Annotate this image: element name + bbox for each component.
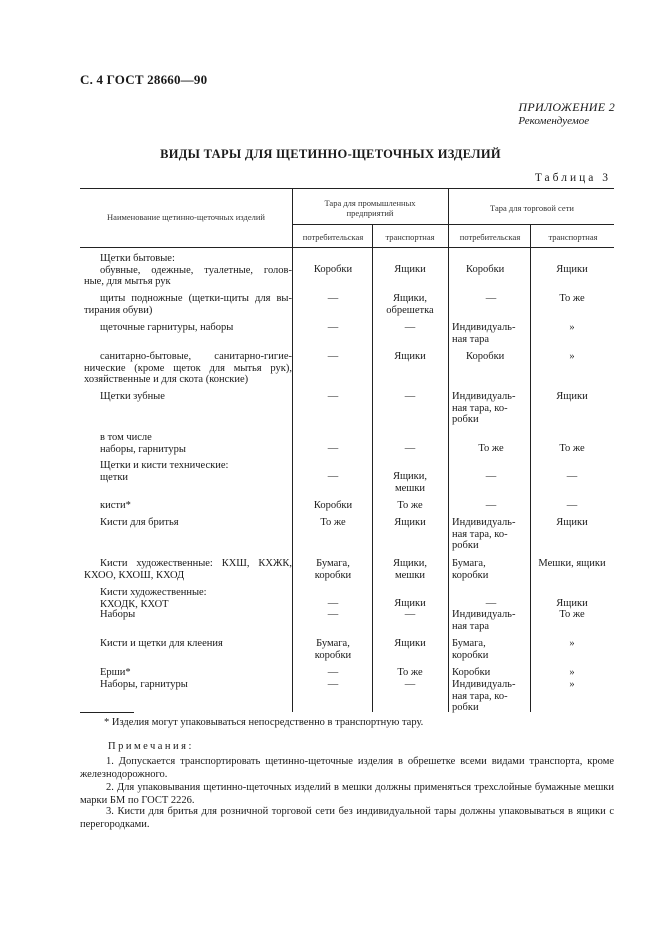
row-gluing-name: Кисти и щетки для клеения [100, 638, 223, 649]
row-art1-transport2: Мешки, ящики [538, 558, 606, 569]
row-floor-transport2: То же [559, 293, 585, 304]
header-transport-1: транспортная [385, 232, 435, 242]
row-tooth-transport2: Ящики [556, 391, 588, 402]
row-tooth-name: Щетки зубные [100, 391, 165, 402]
row-shaving-consumer2: Индивидуаль- ная тара, ко- робки [452, 517, 516, 551]
col-divider-3 [448, 188, 449, 712]
row-household-transport2: Ящики [556, 264, 588, 275]
notes-heading: Примечания: [108, 741, 194, 752]
header-consumer-1: потребительская [302, 232, 364, 242]
row-ruffs-transport2: » [569, 667, 575, 678]
row-shaving-transport1: Ящики [394, 517, 426, 528]
row-tooth-sets-transport2: То же [559, 443, 585, 454]
header-retail: Тара для торговой сети [490, 203, 574, 213]
row-ruff-sets-consumer1: — [327, 679, 339, 690]
row-art1-name: Кисти художественные: КХШ, КХЖК, КХОО, КХОШ, КХОД [84, 558, 292, 581]
row-shaving-transport2: Ящики [556, 517, 588, 528]
row-brushes-consumer1: Коробки [313, 500, 353, 511]
row-brushes-transport2: — [566, 500, 578, 511]
row-household-consumer1: Коробки [313, 264, 353, 275]
row-technical-consumer1: — [327, 471, 339, 482]
header-consumer-2: потребительская [459, 232, 521, 242]
row-art-sets-consumer1: — [327, 609, 339, 620]
row-ruff-sets-name: Наборы, гарнитуры [100, 679, 188, 690]
header-name: Наименование щетинно-щеточных изделий [107, 212, 265, 222]
row-brushes-name: кисти* [100, 500, 131, 511]
row-household-consumer2: Коробки [466, 264, 505, 275]
row-art2-name: Кисти художественные: КХОДК, КХОТ [100, 587, 207, 610]
row-sets-consumer2: Индивидуаль- ная тара [452, 322, 516, 345]
row-technical-consumer2: — [485, 471, 497, 482]
row-tooth-sets-consumer1: — [327, 443, 339, 454]
row-brushes-transport1: То же [397, 500, 423, 511]
row-art2-consumer1: — [327, 598, 339, 609]
row-art1-consumer1: Бумага, коробки [314, 558, 352, 581]
row-ruff-sets-transport2: » [569, 679, 575, 690]
row-art2-consumer2: — [485, 598, 497, 609]
row-household-transport1: Ящики [394, 264, 426, 275]
row-art-sets-consumer2: Индивидуаль- ная тара [452, 609, 516, 632]
col-divider-1 [292, 188, 293, 712]
row-ruffs-consumer1: — [327, 667, 339, 678]
row-gluing-transport1: Ящики [394, 638, 426, 649]
table-label: Таблица 3 [534, 172, 611, 184]
row-art1-consumer2: Бумага, коробки [452, 558, 489, 581]
row-tooth-consumer2: Индивидуаль- ная тара, ко- робки [452, 391, 516, 425]
row-art-sets-transport1: — [404, 609, 416, 620]
table-bottom-rule [80, 712, 134, 713]
row-floor-consumer2: — [485, 293, 497, 304]
row-sanitary-name: санитарно-бытовые, санитарно-гигие- нические (кроме щеток для мытья рук), хозяйственные и для скота (конские) [84, 351, 292, 385]
row-ruffs-transport1: То же [397, 667, 423, 678]
row-sets-transport2: » [569, 322, 575, 333]
row-art2-transport1: Ящики [394, 598, 426, 609]
header-mid-rule [292, 224, 614, 225]
header-industrial-line2: предприятий [346, 208, 394, 218]
row-sanitary-transport1: Ящики [394, 351, 426, 362]
row-sanitary-consumer2: Коробки [466, 351, 505, 362]
appendix-label [518, 100, 615, 127]
row-ruffs-consumer2: Коробки [452, 667, 491, 678]
header-bottom-rule [80, 247, 614, 248]
row-technical-name: Щетки и кисти технические: щетки [100, 460, 229, 483]
row-sets-consumer1: — [327, 322, 339, 333]
row-floor-name: щиты подножные (щетки-щиты для вы- тирания обуви) [84, 293, 292, 316]
header-industrial-line1: Тара для промышленных [324, 198, 416, 208]
row-gluing-consumer2: Бумага, коробки [452, 638, 489, 661]
row-sets-transport1: — [404, 322, 416, 333]
row-ruff-sets-consumer2: Индивидуаль- ная тара, ко- робки [452, 679, 516, 713]
row-technical-transport1: Ящики, мешки [392, 471, 428, 494]
table-footnote: * Изделия могут упаковываться непосредственно в транспортную тару. [104, 717, 424, 728]
note-3: 3. Кисти для бритья для розничной торговой сети без индивидуальной тары должны упаковываться в ящики с перегородками. [80, 806, 614, 830]
note-1: 1. Допускается транспортировать щетинно-щеточные изделия в обрешетке всеми видами транспорта, кроме железнодорожного. [80, 756, 614, 780]
document-title: ВИДЫ ТАРЫ ДЛЯ ЩЕТИННО-ЩЕТОЧНЫХ ИЗДЕЛИЙ [160, 147, 501, 161]
appendix-subtitle: Рекомендуемое [518, 115, 590, 127]
row-gluing-consumer1: Бумага, коробки [314, 638, 352, 661]
page-header: С. 4 ГОСТ 28660—90 [80, 72, 208, 87]
row-ruff-sets-transport1: — [404, 679, 416, 690]
row-sets-name: щеточные гарнитуры, наборы [100, 322, 234, 333]
row-tooth-sets-name: в том числе наборы, гарнитуры [100, 432, 186, 455]
header-industrial [294, 198, 446, 218]
row-art-sets-name: Наборы [100, 609, 136, 620]
row-sanitary-consumer1: — [327, 351, 339, 362]
row-art2-transport2: Ящики [556, 598, 588, 609]
row-brushes-consumer2: — [485, 500, 497, 511]
header-transport-2: транспортная [548, 232, 598, 242]
row-tooth-sets-consumer2: То же [478, 443, 504, 454]
row-shaving-consumer1: То же [320, 517, 346, 528]
row-art-sets-transport2: То же [559, 609, 585, 620]
row-shaving-name: Кисти для бритья [100, 517, 179, 528]
row-floor-consumer1: — [327, 293, 339, 304]
row-tooth-transport1: — [404, 391, 416, 402]
col-divider-2 [372, 224, 373, 712]
note-2: 2. Для упаковывания щетинно-щеточных изделий в мешки должны применяться трехслойные бумажные мешки марки БМ по ГОСТ 2226. [80, 782, 614, 806]
row-household-name: Щетки бытовые: обувные, одежные, туалетные, голов- ные, для мытья рук [84, 253, 292, 287]
row-ruffs-name: Ерши* [100, 667, 131, 678]
row-floor-transport1: Ящики, обрешетка [386, 293, 434, 316]
appendix-title: ПРИЛОЖЕНИЕ 2 [518, 100, 615, 114]
table-top-rule [80, 188, 614, 189]
row-technical-transport2: — [566, 471, 578, 482]
row-sanitary-transport2: » [569, 351, 575, 362]
row-tooth-sets-transport1: — [404, 443, 416, 454]
row-tooth-consumer1: — [327, 391, 339, 402]
row-art1-transport1: Ящики, мешки [392, 558, 428, 581]
row-gluing-transport2: » [569, 638, 575, 649]
